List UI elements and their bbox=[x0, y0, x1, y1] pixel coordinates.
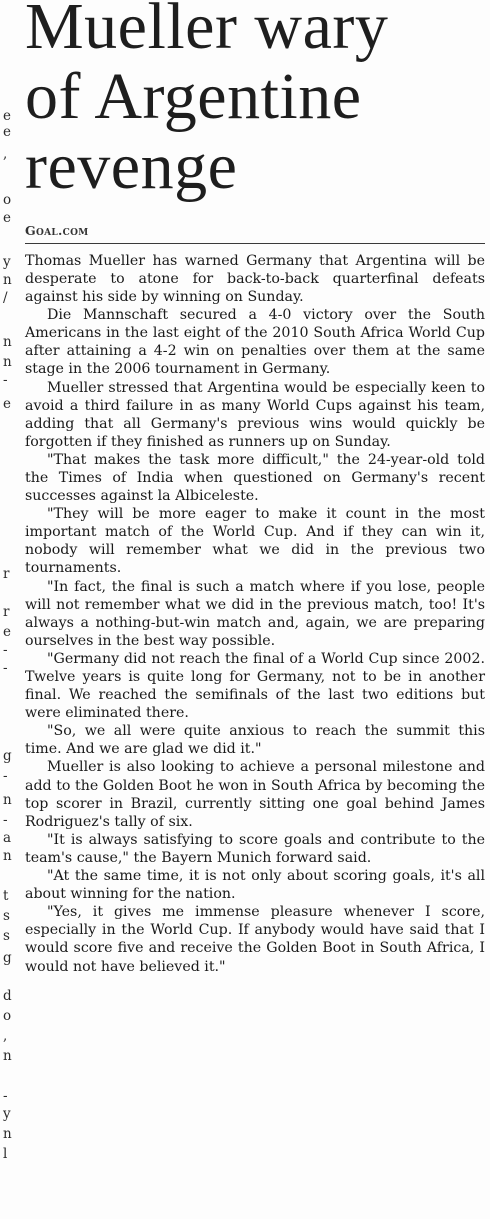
headline bbox=[25, 0, 485, 202]
prev-column-fragment: n bbox=[3, 792, 12, 808]
prev-column-fragment: e bbox=[3, 108, 11, 124]
prev-column-fragment: l bbox=[3, 1146, 8, 1162]
prev-column-fragment: - bbox=[3, 1088, 8, 1104]
prev-column-fragment: - bbox=[3, 660, 8, 676]
paragraph: "Yes, it gives me immense pleasure whenever I score, especially in the World Cup. If anybody would have said that I would score five and receive the Golden Boot in South Africa, I would not have believed it." bbox=[25, 904, 485, 975]
prev-column-fragment: t bbox=[3, 888, 9, 904]
paragraph: Mueller is also looking to achieve a personal milestone and add to the Golden Boot he won in South Africa by becoming the top scorer in Brazil, currently sitting one goal behind James Rodriguez's tally of six. bbox=[25, 759, 485, 830]
headline-line: Mueller wary bbox=[25, 0, 389, 63]
paragraph: Die Mannschaft secured a 4-0 victory over the South Americans in the last eight of the 2010 South Africa World Cup after attaining a 4-2 win on penalties over them at the same stage in the 2006 tournament in Germany. bbox=[25, 307, 485, 378]
prev-column-fragment: o bbox=[3, 192, 12, 208]
prev-column-fragment: r bbox=[3, 604, 10, 620]
paragraph: "So, we all were quite anxious to reach the summit this time. And we are glad we did it." bbox=[25, 723, 485, 758]
headline-line: revenge bbox=[25, 129, 238, 203]
prev-column-fragment: o bbox=[3, 1008, 12, 1024]
source-credit: Goal.com bbox=[25, 222, 89, 238]
prev-column-fragment: n bbox=[3, 848, 12, 864]
prev-column-fragment: s bbox=[3, 928, 10, 944]
prev-column-fragment: - bbox=[3, 768, 8, 784]
paragraph: Thomas Mueller has warned Germany that Argentina will be desperate to atone for back-to-back quarterfinal defeats against his side by winning on Sunday. bbox=[25, 252, 485, 306]
prev-column-fragment: - bbox=[3, 372, 8, 388]
paragraph: Mueller stressed that Argentina would be especially keen to avoid a third failure in as many World Cups against his team, adding that all Germany's previous wins would quickly be forgotten if they finished as runners up on Sunday. bbox=[25, 379, 485, 450]
prev-column-fragment: n bbox=[3, 334, 12, 350]
prev-column-fragment: s bbox=[3, 908, 10, 924]
prev-column-fragment: e bbox=[3, 124, 11, 140]
prev-column-fragment: , bbox=[3, 1028, 8, 1044]
prev-column-fragment: r bbox=[3, 566, 10, 582]
prev-column-fragment: e bbox=[3, 210, 11, 226]
prev-column-fragment: a bbox=[3, 830, 12, 846]
prev-column-fragment: n bbox=[3, 1048, 12, 1064]
prev-column-fragment: - bbox=[3, 642, 8, 658]
prev-column-fragment: / bbox=[3, 290, 8, 306]
paragraph: "That makes the task more difficult," the 24-year-old told the Times of India when questioned on Germany's recent successes against la Albiceleste. bbox=[25, 451, 485, 505]
prev-column-fragment: n bbox=[3, 354, 12, 370]
prev-column-fragment: g bbox=[3, 950, 12, 966]
prev-column-fragment: g bbox=[3, 748, 12, 764]
article-body bbox=[25, 252, 485, 976]
paragraph: "At the same time, it is not only about scoring goals, it's all about winning for the nation. bbox=[25, 868, 485, 903]
headline-line: of Argentine bbox=[25, 59, 362, 133]
paragraph: "Germany did not reach the final of a World Cup since 2002. Twelve years is quite long for Germany, not to be in another final. We reached the semifinals of the last two editions but were eliminated there. bbox=[25, 650, 485, 722]
paragraph: "In fact, the final is such a match where if you lose, people will not remember what we did in the previous match, too! It's always a nothing-but-win match and, again, we are preparing ourselves in the best way possible. bbox=[25, 578, 485, 649]
article bbox=[25, 0, 485, 976]
prev-column-fragment: e bbox=[3, 396, 11, 412]
prev-column-fragment: e bbox=[3, 624, 11, 640]
prev-column-fragment: d bbox=[3, 988, 12, 1004]
prev-column-fragment: y bbox=[3, 1106, 11, 1122]
prev-column-fragment: , bbox=[3, 146, 8, 162]
paragraph: "It is always satisfying to score goals and contribute to the team's cause," the Bayern Munich forward said. bbox=[25, 831, 485, 866]
prev-column-fragment: - bbox=[3, 812, 8, 828]
byline-rule bbox=[25, 220, 485, 244]
prev-column-fragment: n bbox=[3, 1126, 12, 1142]
prev-column-fragment: n bbox=[3, 272, 12, 288]
paragraph: "They will be more eager to make it count in the most important match of the World Cup. And if they can win it, nobody will remember what we did in the previous two tournaments. bbox=[25, 506, 485, 577]
prev-column-fragment: y bbox=[3, 254, 11, 270]
